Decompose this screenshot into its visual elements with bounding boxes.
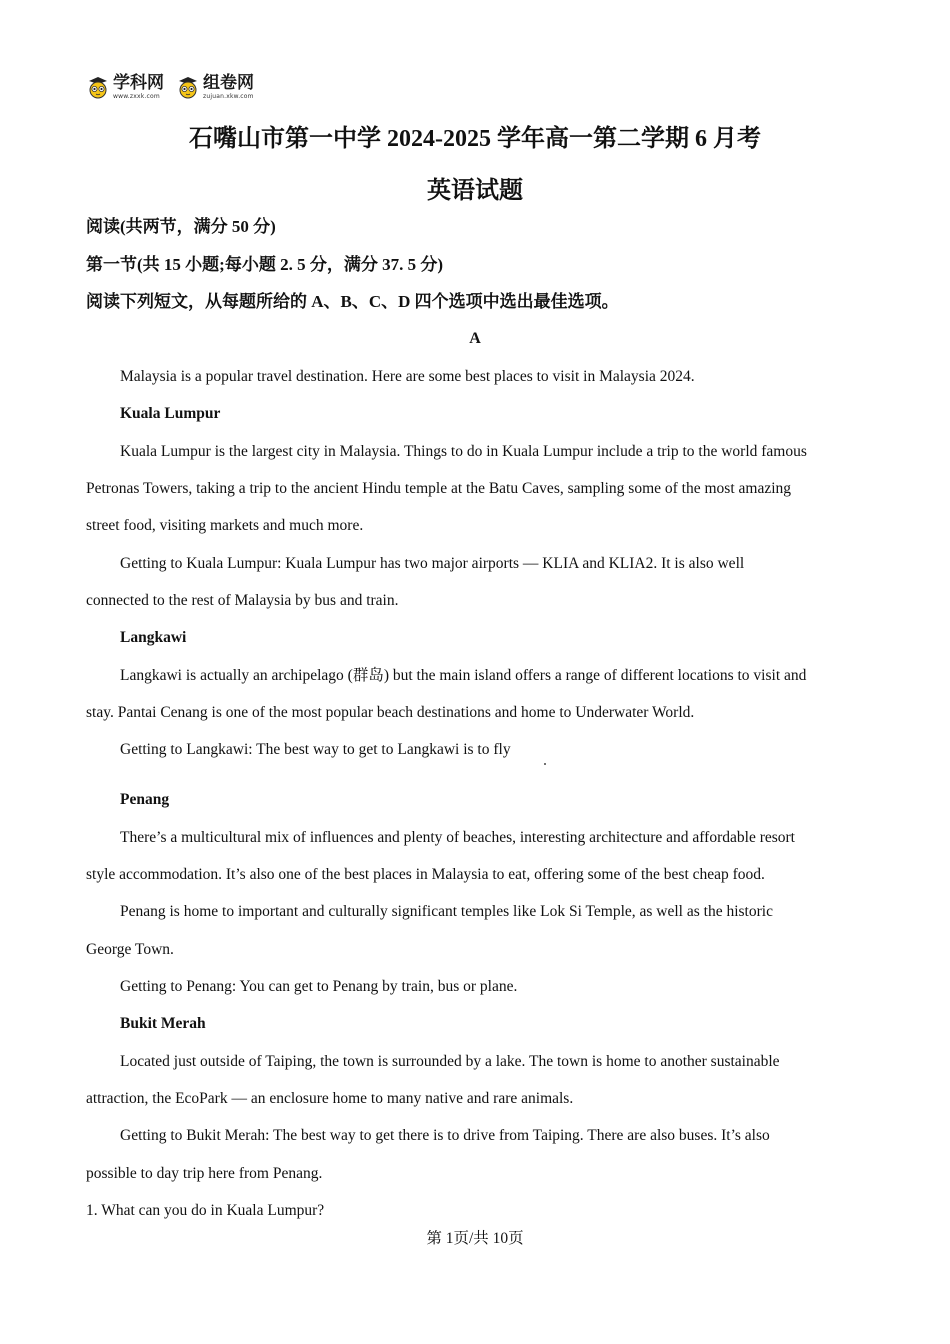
exam-subtitle: 英语试题	[427, 178, 523, 204]
paragraph-line: Getting to Langkawi: The best way to get to Langkawi is to fly	[120, 741, 511, 758]
paragraph-line: Getting to Bukit Merah: The best way to get there is to drive from Taiping. There are also buses. It’s also	[120, 1127, 770, 1144]
page-footer: 第 1页/共 10页	[426, 1230, 524, 1247]
logo-name: 组卷网	[203, 72, 254, 93]
passage-intro: Malaysia is a popular travel destination. Here are some best places to visit in Malaysia 2024.	[120, 368, 695, 385]
logo-url: www.zxxk.com	[113, 92, 160, 100]
paragraph-line: attraction, the EcoPark — an enclosure home to many native and rare animals.	[86, 1090, 574, 1107]
section-reading: 阅读(共两节，满分 50 分)	[86, 217, 276, 236]
exam-title: 石嘴山市第一中学 2024-2025 学年高一第二学期 6 月考	[189, 126, 761, 152]
paragraph-line: Langkawi is actually an archipelago (群岛) but the main island offers a range of different locations to visit and	[120, 667, 807, 684]
heading-langkawi: Langkawi	[120, 629, 187, 646]
paragraph-line: possible to day trip here from Penang.	[86, 1165, 323, 1182]
paragraph-line: Petronas Towers, taking a trip to the ancient Hindu temple at the Batu Caves, sampling some of the most amazing	[86, 480, 792, 497]
logo-xuekewang	[86, 72, 164, 100]
logo-bar	[86, 70, 254, 104]
paragraph-line: Getting to Penang: You can get to Penang by train, bus or plane.	[120, 978, 518, 995]
paragraph-line: street food, visiting markets and much more.	[86, 517, 364, 534]
paragraph-line: Kuala Lumpur is the largest city in Malaysia. Things to do in Kuala Lumpur include a trip to the world famous	[120, 443, 807, 460]
heading-penang: Penang	[120, 791, 170, 808]
paragraph-line: There’s a multicultural mix of influences and plenty of beaches, interesting architecture and affordable resort	[120, 829, 795, 846]
paragraph-line: Getting to Kuala Lumpur: Kuala Lumpur has two major airports — KLIA and KLIA2. It is also well	[120, 555, 745, 572]
paragraph-line: Penang is home to important and culturally significant temples like Lok Si Temple, as well as the historic	[120, 903, 773, 920]
instruction: 阅读下列短文，从每题所给的 A、B、C、D 四个选项中选出最佳选项。	[86, 292, 619, 311]
owl-mascot-icon	[86, 75, 110, 99]
logo-url: zujuan.xkw.com	[203, 92, 254, 100]
question-1: 1. What can you do in Kuala Lumpur?	[86, 1202, 325, 1219]
owl-mascot-icon	[176, 75, 200, 99]
logo-zujuanwang	[176, 72, 254, 100]
paragraph-line: Located just outside of Taiping, the town is surrounded by a lake. The town is home to another sustainable	[120, 1053, 780, 1070]
stray-dot	[544, 763, 546, 765]
heading-kuala-lumpur: Kuala Lumpur	[120, 405, 221, 422]
paragraph-line: style accommodation. It’s also one of the best places in Malaysia to eat, offering some of the best cheap food.	[86, 866, 765, 883]
passage-letter: A	[469, 330, 481, 347]
logo-name: 学科网	[113, 72, 164, 93]
paragraph-line: connected to the rest of Malaysia by bus and train.	[86, 592, 399, 609]
heading-bukit-merah: Bukit Merah	[120, 1015, 206, 1032]
paragraph-line: George Town.	[86, 941, 174, 958]
section-part1: 第一节(共 15 小题;每小题 2. 5 分，满分 37. 5 分)	[86, 255, 443, 274]
paragraph-line: stay. Pantai Cenang is one of the most popular beach destinations and home to Underwater World.	[86, 704, 695, 721]
